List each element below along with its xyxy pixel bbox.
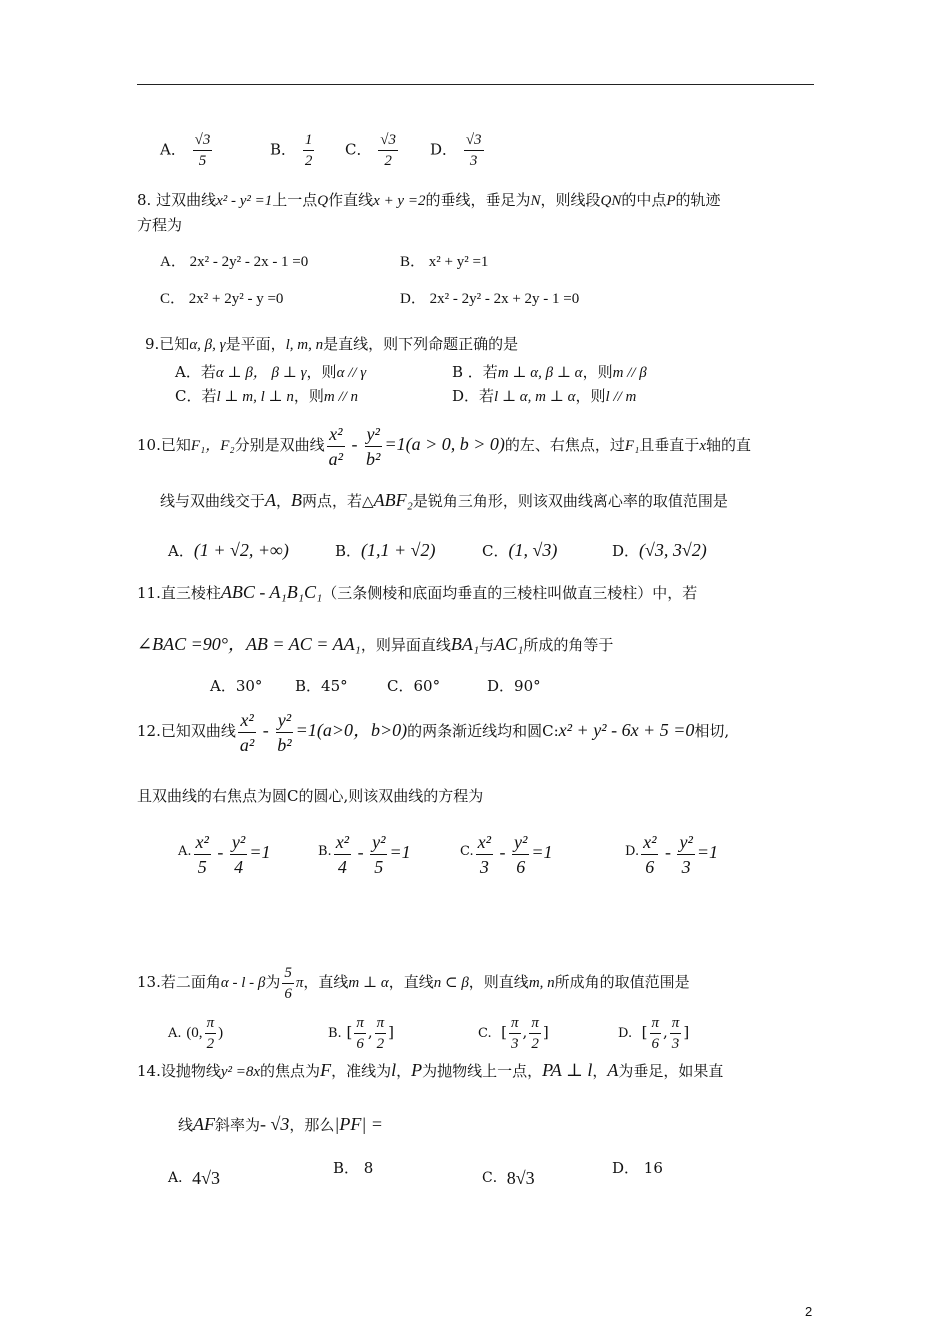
q12-option-b: B. $\frac{\text{x²}}{4}$ - $\frac{\text{y²}}{5}$ =1 [318,831,411,877]
q7-option-b: B． $\frac{1}{2}$ [270,132,313,169]
q9-option-a: A．若α ⊥ β， β ⊥ γ，则α // γ [175,363,367,381]
q11-stem: 11.直三棱柱ABC - A₁B₁C₁（三条侧棱和底面均垂直的三棱柱叫做直三棱柱）中，若 [137,582,698,602]
page-number: 2 [805,1304,813,1319]
fraction: $\frac{\text{x²}}{3}$ [477,831,492,877]
q7-option-c: C． $\frac{√3}{2}$ [345,132,396,169]
q10-stem: 10.已知F₁，F₂分别是双曲线 $\frac{\text{x²}}{\text{a²}}$ - $\frac{\text{y²}}{\text{b²}}$ =1(a > 0, b > 0)的左、右焦点，过F₁且垂直于x轴的直 [137,423,751,469]
fraction: $\frac{√3}{2}$ [380,132,396,169]
q9-option-c: C．若l ⊥ m, l ⊥ n，则m // n [175,387,359,405]
q11-option-c: C．60° [387,677,441,695]
q9-stem: 9.已知α, β, γ是平面，l, m, n是直线，则下列命题正确的是 [145,335,519,353]
q8-option-d: D． 2x² - 2y² - 2x + 2y - 1 =0 [400,291,580,307]
fraction: $\frac{\text{y²}}{3}$ [679,831,693,877]
fraction: $\frac{\text{x²}}{4}$ [335,831,350,877]
fraction: $\frac{1}{2}$ [304,132,313,169]
fraction: $\frac{\pi}{6}$ [356,1014,364,1052]
fraction: $\frac{\text{x²}}{6}$ [643,831,657,877]
q12-stem: 12.已知双曲线 $\frac{\text{x²}}{\text{a²}}$ - $\frac{\text{y²}}{\text{b²}}$ =1(a>0，b>0)的两条渐近线均和圆C:x² + y² - 6x + 5 =0相切, [137,709,730,755]
q14-option-a: A．4√3 [168,1168,221,1188]
fraction: $\frac{\pi}{6}$ [651,1014,660,1052]
fraction: $\frac{\pi}{2}$ [531,1014,539,1052]
q10-stem-line2: 线与双曲线交于A，B两点，若△ABF₂是锐角三角形，则该双曲线离心率的取值范围是 [160,490,728,510]
q10-option-a: A．(1 + √2, +∞) [168,540,289,560]
fraction: $\frac{\text{x²}}{\text{a²}}$ [239,709,255,755]
q8-stem-line2: 方程为 [137,216,183,234]
q11-option-d: D．90° [487,677,541,695]
fraction: $\frac{5}{6}$ [284,964,292,1002]
fraction: $\frac{\pi}{3}$ [511,1014,519,1052]
q13-option-b: B. [ $\frac{\pi}{6}$ , $\frac{\pi}{2}$ ] [328,1014,394,1052]
header-rule [137,84,814,85]
fraction: $\frac{\text{x²}}{\text{a²}}$ [328,423,344,469]
q13-option-d: D. [ $\frac{\pi}{6}$ , $\frac{\pi}{3}$ ] [618,1014,690,1052]
fraction: $\frac{\pi}{2}$ [206,1014,215,1052]
q13-option-c: C. [ $\frac{\pi}{3}$ , $\frac{\pi}{2}$ ] [478,1014,549,1052]
q7-option-a: A． $\frac{√3}{5}$ [160,132,211,169]
q14-option-c: C．8√3 [482,1168,535,1188]
q8-option-b: B． x² + y² =1 [400,254,489,270]
q7-option-d: D． $\frac{√3}{3}$ [430,132,482,169]
q11-stem-line2: ∠BAC =90°，AB = AC = AA₁，则异面直线BA₁与AC₁所成的角等于 [137,634,614,654]
q14-option-b: B． 8 [333,1159,374,1177]
q14-option-d: D． 16 [612,1159,663,1177]
q12-option-d: D. $\frac{\text{x²}}{6}$ - $\frac{\text{y²}}{3}$ =1 [625,831,719,877]
q12-option-c: C. $\frac{\text{x²}}{3}$ - $\frac{\text{y²}}{6}$ =1 [460,831,553,877]
fraction: $\frac{\pi}{2}$ [376,1014,385,1052]
q8-stem: 8. 过双曲线x² - y² =1上一点Q作直线x + y =2的垂线，垂足为N，则线段QN的中点P的轨迹 [137,191,721,209]
q14-stem-line2: 线AF斜率为- √3，那么|PF| = [178,1114,383,1134]
q8-option-c: C． 2x² + 2y² - y =0 [160,291,284,307]
q12-stem-line2: 且双曲线的右焦点为圆C的圆心,则该双曲线的方程为 [137,787,484,805]
fraction: $\frac{\pi}{3}$ [671,1014,680,1052]
q11-option-a: A．30° [210,677,263,695]
q13-stem: 13.若二面角α - l - β为 $\frac{5}{6}$ π，直线m ⊥ α，直线n ⊂ β，则直线m, n所成角的取值范围是 [137,964,690,1002]
q9-option-b: B ．若m ⊥ α, β ⊥ α，则m // β [452,363,647,381]
q10-option-d: D．(√3, 3√2) [612,540,707,560]
q10-option-b: B．(1,1 + √2) [335,540,436,560]
q13-option-a: A. (0, $\frac{\pi}{2}$ ) [168,1014,224,1052]
fraction: $\frac{\text{y²}}{\text{b²}}$ [277,709,292,755]
q9-option-d: D．若l ⊥ α, m ⊥ α，则l // m [452,387,637,405]
q10-option-c: C．(1, √3) [482,540,558,560]
fraction: $\frac{\text{y²}}{5}$ [372,831,386,877]
q12-option-a: A. $\frac{\text{x²}}{5}$ - $\frac{\text{y²}}{4}$ =1 [178,831,271,877]
fraction: $\frac{√3}{3}$ [465,132,482,169]
q14-stem: 14.设抛物线y² =8x的焦点为F，准线为l，P为抛物线上一点，PA ⊥ l，A为垂足，如果直 [137,1060,724,1080]
fraction: $\frac{\text{y²}}{4}$ [231,831,246,877]
fraction: $\frac{\text{x²}}{5}$ [195,831,209,877]
fraction: $\frac{\text{y²}}{6}$ [514,831,528,877]
q8-option-a: A． 2x² - 2y² - 2x - 1 =0 [160,254,309,270]
fraction: $\frac{\text{y²}}{\text{b²}}$ [366,423,381,469]
fraction: $\frac{√3}{5}$ [194,132,211,169]
q11-option-b: B．45° [295,677,348,695]
